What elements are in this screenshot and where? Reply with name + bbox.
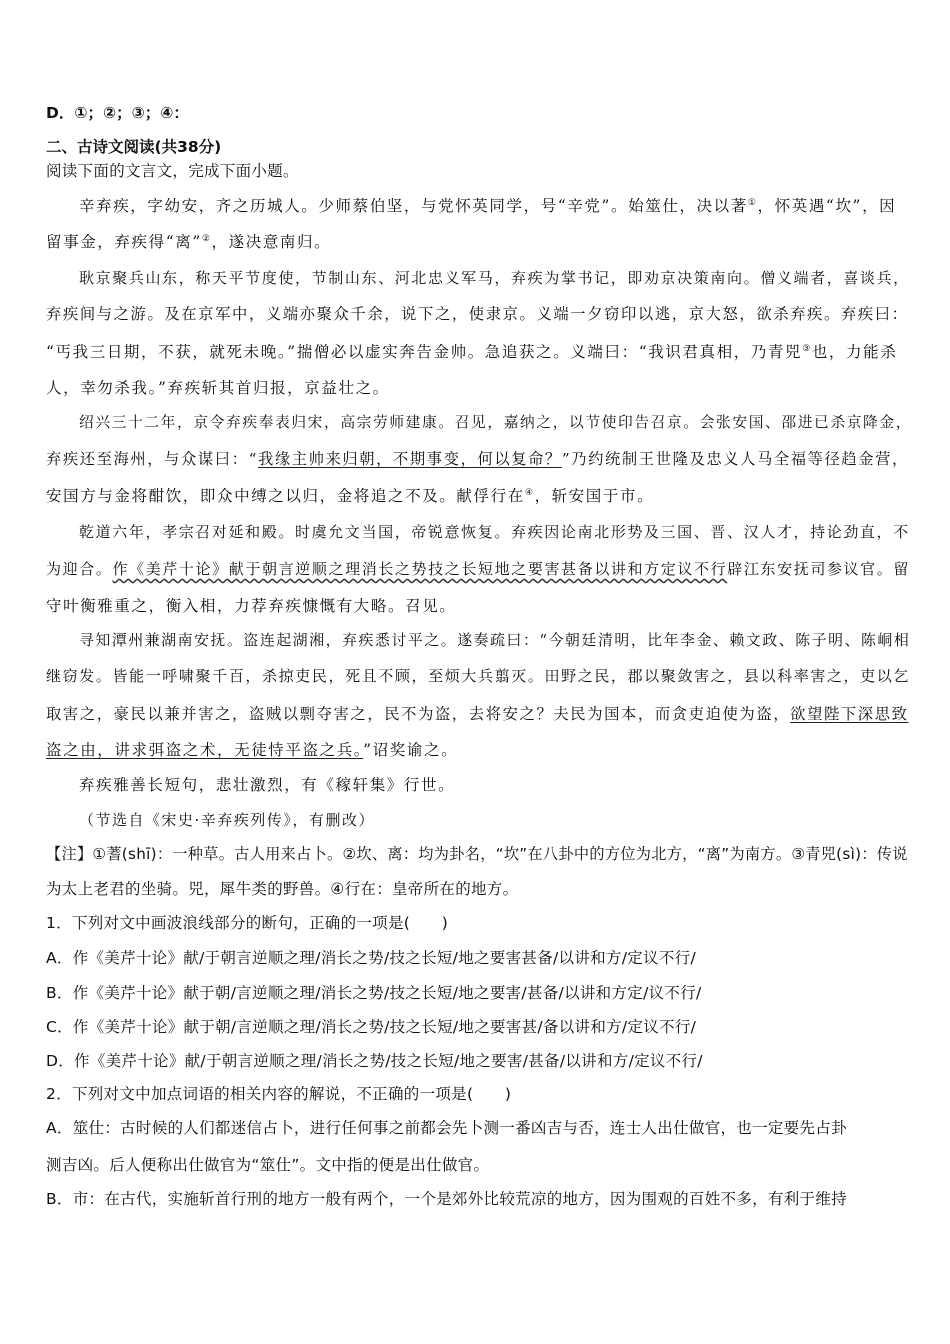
passage-p1-line1: [79, 196, 908, 216]
passage-text: 弃疾还至海州，与众谋曰：“: [46, 450, 258, 468]
passage-p2-line2: 弃疾间与之游。及在京军中，义端亦聚众千余，说下之，使隶京。义端一夕窃印以逃，京大怒，欲杀弃疾。弃疾曰：: [46, 305, 909, 323]
passage-p4-line3: 守叶衡雅重之，衡入相，力荐弃疾慷慨有大略。召见。: [46, 597, 457, 615]
passage-p5-line1: 寻知潭州兼湖南安抚。盗连起湖湘，弃疾悉讨平之。遂奏疏曰：“今朝廷清明，比年李金、赖文政、陈子明、陈峒相: [79, 631, 911, 649]
underlined-sentence: 我缘主帅来归朝，不期事变，何以复命？: [258, 450, 562, 468]
passage-text: 为迎合。: [46, 560, 113, 578]
passage-p5-line2: 继窃发。皆能一呼啸聚千百，杀掠吏民，死且不顾，至烦大兵翦灭。田野之民，郡以聚敛害之，县以科率害之，吏以乞: [46, 667, 911, 685]
passage-p4-line2: [46, 559, 911, 579]
question-2-option-a-line1[interactable]: A．筮仕：古时候的人们都迷信占卜，进行任何事之前都会先卜测一番凶吉与否，连士人出仕做官，也一定要先占卦: [46, 1119, 847, 1137]
question-1-option-c[interactable]: C．作《美芹十论》献于朝/言逆顺之理/消长之势/技之长短/地之要害甚/备以讲和方/定议不行/: [46, 1018, 697, 1036]
passage-p2-line1: 耿京聚兵山东，称天平节度使，节制山东、河北忠义军马，弃疾为掌书记，即劝京决策南向。僧义端者，喜谈兵，: [79, 269, 910, 287]
section-title: 二、古诗文阅读(共38分): [46, 138, 222, 156]
instruction-text: 阅读下面的文言文，完成下面小题。: [46, 162, 299, 180]
passage-text: 也，力能杀: [811, 343, 898, 361]
passage-p1-line2: [46, 232, 908, 252]
footnote-marker: ④: [524, 488, 535, 498]
underlined-sentence: 盗之由，讲求弭盗之术，无徒恃平盗之兵。: [46, 741, 364, 759]
wavy-underlined-sentence: 作《美芹十论》献于朝言逆顺之理消长之势技之长短地之要害甚备以讲和方定议不行: [112, 560, 728, 578]
notes-line2: 为太上老君的坐骑。兕，犀牛类的野兽。④行在：皇帝所在的地方。: [46, 880, 519, 898]
question-2-option-b-line1[interactable]: B．市：在古代，实施斩首行刑的地方一般有两个，一个是郊外比较荒凉的地方，因为围观的百姓不多，有利于维持: [46, 1190, 847, 1208]
passage-text: 辟江东安抚司参议官。留: [727, 560, 911, 578]
question-1-option-a[interactable]: A．作《美芹十论》献/于朝言逆顺之理/消长之势/技之长短/地之要害甚备/以讲和方/定议不行/: [46, 949, 696, 967]
passage-text: ，遂决意南归。: [211, 233, 332, 251]
passage-text: 取害之，豪民以兼并害之，盗贼以剽夺害之，民不为盗，去将安之？夫民为国本，而贪吏迫使为盗，: [46, 705, 791, 723]
underlined-sentence: 欲望陛下深思致: [790, 705, 909, 723]
passage-p3-line1: 绍兴三十二年，京令弃疾奉表归宋，高宗劳师建康。召见，嘉纳之，以节使印告召京。会张安国、邵进已杀京降金，: [79, 414, 913, 431]
footnote-marker: ①: [747, 198, 758, 208]
option-d-line: D．①；②；③；④：: [46, 104, 189, 122]
question-1-option-d[interactable]: D．作《美芹十论》献/于朝言逆顺之理/消长之势/技之长短/地之要害/甚备/以讲和方/定议不行/: [46, 1052, 703, 1070]
footnote-marker: ②: [201, 234, 212, 244]
passage-p2-line4: 人，幸勿杀我。”弃疾斩其首归报，京益壮之。: [46, 379, 390, 397]
passage-text: ，斩安国于市。: [534, 487, 655, 505]
question-2-option-a-line2[interactable]: 测吉凶。后人便称出仕做官为“筮仕”。文中指的便是出仕做官。: [46, 1156, 490, 1174]
footnote-marker: ③: [802, 344, 812, 354]
passage-p6-line1: 弃疾雅善长短句，悲壮激烈，有《稼轩集》行世。: [79, 776, 456, 794]
passage-p5-line3: [46, 704, 908, 724]
passage-text: ”乃约统制王世隆及忠义人马全福等径趋金营，: [561, 450, 909, 468]
passage-p4-line1: 乾道六年，孝宗召对延和殿。时虞允文当国，帝锐意恢复。弃疾因论南北形势及三国、晋、汉人才，持论劲直，不: [79, 523, 910, 541]
passage-text: 安国方与金将酣饮，即众中缚之以归，金将追之不及。献俘行在: [46, 487, 525, 505]
passage-text: ，怀英遇“坎”，因: [757, 197, 897, 215]
passage-p3-line3: [46, 486, 908, 506]
passage-text: 留事金，弃疾得“离”: [46, 233, 202, 251]
question-1-option-b[interactable]: B．作《美芹十论》献于朝/言逆顺之理/消长之势/技之长短/地之要害/甚备/以讲和方定/议不行/: [46, 984, 702, 1002]
passage-text: ”诏奖谕之。: [363, 741, 459, 759]
question-2-stem: 2．下列对文中加点词语的相关内容的解说，不正确的一项是( ): [46, 1085, 512, 1103]
notes-line1: 【注】①蓍(shī)：一种草。古人用来占卜。②坎、离：均为卦名，“坎”在八卦中的方位为北方，“离”为南方。③青兕(sì)：传说: [46, 845, 908, 863]
passage-p5-line4: [46, 740, 908, 760]
passage-source: （节选自《宋史·辛弃疾列传》，有删改）: [79, 811, 375, 829]
passage-text: 辛弃疾，字幼安，齐之历城人。少师蔡伯坚，与党怀英同学，号“辛党”。始筮仕，决以著: [79, 197, 748, 215]
passage-p2-line3: [46, 342, 908, 362]
passage-text: “丐我三日期，不获，就死未晚。”揣僧必以虚实奔告金帅。急追获之。义端曰：“我识君真相，乃青兕: [46, 343, 803, 361]
passage-p3-line2: [46, 449, 908, 469]
question-1-stem: 1．下列对文中画波浪线部分的断句，正确的一项是( ): [46, 914, 449, 932]
